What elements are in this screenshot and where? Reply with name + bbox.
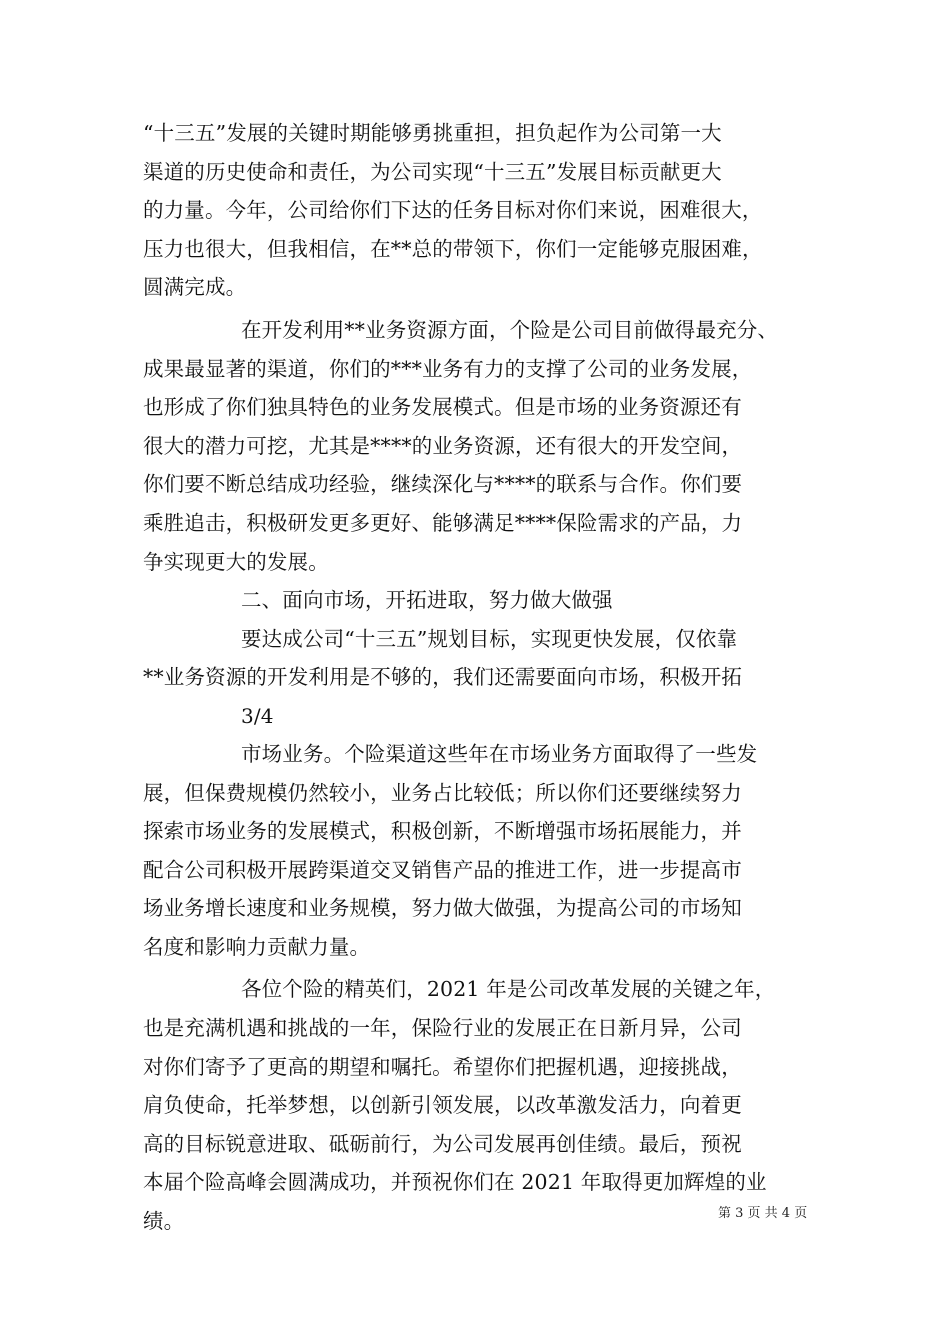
text-line: 本届个险高峰会圆满成功，并预祝你们在 2021 年取得更加辉煌的业 bbox=[143, 1170, 767, 1195]
text-line: 肩负使命，托举梦想，以创新引领发展，以改革激发活力，向着更 bbox=[143, 1093, 742, 1118]
text-line: 名度和影响力贡献力量。 bbox=[143, 934, 371, 959]
paragraph-first-line: 要达成公司“十三五”规划目标，实现更快发展，仅依靠 bbox=[241, 626, 738, 651]
text-line: 成果最显著的渠道，你们的***业务有力的支撑了公司的业务发展， bbox=[143, 356, 753, 381]
text-line: 绩。 bbox=[143, 1209, 185, 1234]
text-line: 配合公司积极开展跨渠道交叉销售产品的推进工作，进一步提高市 bbox=[143, 857, 742, 882]
text-line: 圆满完成。 bbox=[143, 275, 247, 300]
text-line: 探索市场业务的发展模式，积极创新，不断增强市场拓展能力，并 bbox=[143, 819, 742, 844]
text-line: 乘胜追击，积极研发更多更好、能够满足****保险需求的产品，力 bbox=[143, 510, 743, 535]
paragraph-first-line: 各位个险的精英们，2021 年是公司改革发展的关键之年， bbox=[241, 977, 776, 1002]
text-line: 场业务增长速度和业务规模，努力做大做强，为提高公司的市场知 bbox=[143, 896, 742, 921]
paragraph-first-line: 市场业务。个险渠道这些年在市场业务方面取得了一些发 bbox=[241, 741, 758, 766]
text-line: 渠道的历史使命和责任，为公司实现“十三五”发展目标贡献更大 bbox=[143, 159, 722, 184]
text-line: 对你们寄予了更高的期望和嘱托。希望你们把握机遇，迎接挑战， bbox=[143, 1054, 742, 1079]
inline-page-marker: 3/4 bbox=[241, 703, 274, 728]
text-line: 展，但保费规模仍然较小，业务占比较低；所以你们还要继续努力 bbox=[143, 780, 742, 805]
text-line: 你们要不断总结成功经验，继续深化与****的联系与合作。你们要 bbox=[143, 472, 743, 497]
document-body bbox=[143, 114, 815, 1241]
section-heading: 二、面向市场，开拓进取，努力做大做强 bbox=[241, 588, 613, 613]
text-line: 也是充满机遇和挑战的一年，保险行业的发展正在日新月异，公司 bbox=[143, 1016, 742, 1041]
paragraph-first-line: 在开发利用**业务资源方面，个险是公司目前做得最充分、 bbox=[241, 317, 779, 342]
text-line: “十三五”发展的关键时期能够勇挑重担，担负起作为公司第一大 bbox=[143, 121, 722, 145]
text-line: 压力也很大，但我相信，在**总的带领下，你们一定能够克服困难， bbox=[143, 236, 763, 261]
text-line: 争实现更大的发展。 bbox=[143, 549, 329, 574]
page-footer: 第 3 页 共 4 页 bbox=[718, 1206, 808, 1221]
text-line: 也形成了你们独具特色的业务发展模式。但是市场的业务资源还有 bbox=[143, 395, 742, 420]
text-line: 很大的潜力可挖，尤其是****的业务资源，还有很大的开发空间， bbox=[143, 433, 743, 458]
text-line: 高的目标锐意进取、砥砺前行，为公司发展再创佳绩。最后，预祝 bbox=[143, 1131, 742, 1156]
text-line: 的力量。今年，公司给你们下达的任务目标对你们来说，困难很大， bbox=[143, 198, 763, 223]
text-line: **业务资源的开发利用是不够的，我们还需要面向市场，积极开拓 bbox=[143, 665, 742, 690]
